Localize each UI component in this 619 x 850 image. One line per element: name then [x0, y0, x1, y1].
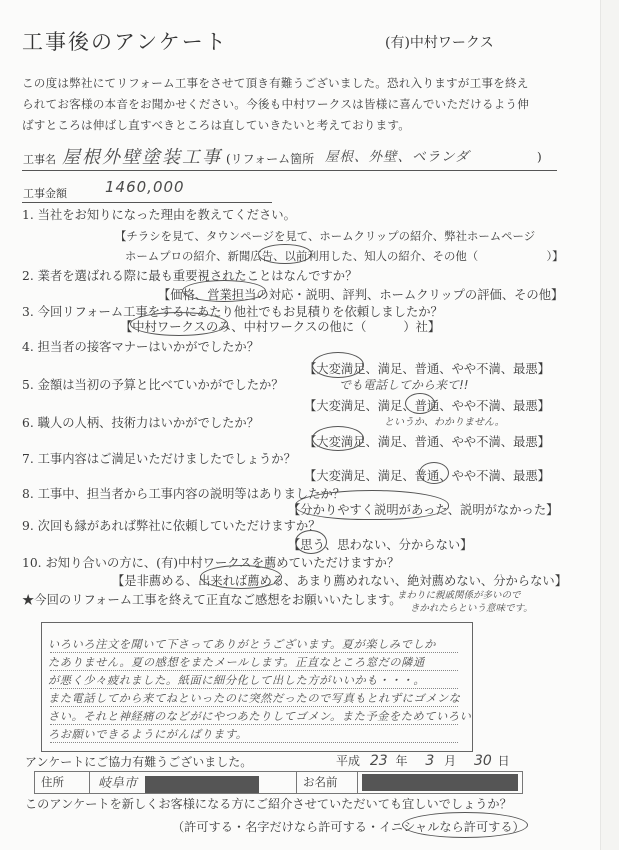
company-name: (有)中村ワークス [385, 35, 494, 51]
question-10-number: 10. [22, 556, 42, 570]
date-year-unit: 年 [395, 754, 408, 768]
project-name-label: 工事名 [23, 153, 56, 166]
reform-location-label: (リフォーム箇所 [226, 152, 315, 166]
intro-line-1: この度は弊社にてリフォーム工事をさせて頂き有難うございました。恐れ入りますが工事を終え [22, 76, 529, 90]
date-year[interactable]: 23 [369, 753, 388, 769]
question-5-number: 5. [22, 378, 34, 392]
address-label: 住所 [35, 772, 90, 794]
address-value: 岐阜市 [98, 776, 138, 791]
feedback-side-note-line-2: きかれたらという意味です。 [410, 603, 533, 614]
amount-underline [22, 202, 272, 203]
question-4-options[interactable]: 【大変満足、満足、普通、やや不満、最悪】 [304, 362, 550, 376]
feedback-line-3: が悪く少々疲れました。紙面に細分化して出した方がいいかも・・・。 [48, 674, 426, 687]
comment-ruled-line [50, 742, 458, 743]
question-9 [22, 516, 321, 534]
question-6-options[interactable]: 【大変満足、満足、普通、やや不満、最悪】 [304, 435, 550, 449]
question-9-number: 9. [22, 519, 34, 533]
date-day-unit: 日 [497, 754, 510, 768]
question-10-options[interactable]: 【是非薦める、出来れば薦める、あまり薦めれない、絶対薦めない、分からない】 [112, 574, 567, 588]
date-month[interactable]: 3 [425, 753, 435, 769]
question-3-options[interactable]: 【中村ワークスのみ、中村ワークスの他に（ ）社】 [120, 320, 441, 334]
question-6-text: 職人の人柄、技術力はいかがでしたか？ [37, 416, 260, 430]
question-8-number: 8. [22, 487, 34, 501]
name-cell[interactable] [358, 772, 523, 794]
question-2-text: 業者を選ばれる際に最も重要視されたことはなんですか？ [37, 269, 358, 283]
question-9-options[interactable]: 【思う、思わない、分からない】 [288, 538, 473, 552]
name-redaction [362, 774, 518, 791]
address-redaction [145, 776, 259, 793]
question-5-handwritten-note: というか、わかりません。 [384, 417, 505, 428]
question-1-options-line-1[interactable]: 【チラシを見て、タウンページを見て、ホームクリップの紹介、弊社ホームページ [115, 229, 536, 243]
question-1-number: 1. [22, 208, 34, 222]
question-1 [22, 205, 296, 223]
date-day[interactable]: 30 [473, 753, 492, 769]
question-2-number: 2. [22, 269, 34, 283]
question-3-number: 3. [22, 305, 34, 319]
question-7 [22, 449, 296, 467]
project-name-value[interactable]: 屋根外壁塗装工事 [62, 147, 222, 168]
question-4-number: 4. [22, 340, 34, 354]
question-7-number: 7. [22, 452, 34, 466]
question-4-text: 担当者の接客マナーはいかがでしたか？ [37, 340, 260, 354]
question-10-text: お知り合いの方に、(有)中村ワークスを薦めていただけますか？ [45, 556, 400, 570]
customer-info-table [34, 771, 523, 794]
comment-ruled-line [50, 724, 458, 725]
feedback-line-6: ろお願いできるようにがんばります。 [48, 728, 248, 741]
feedback-line-1: いろいろ注文を聞いて下さってありがとうございます。夏が楽しみでしか [48, 638, 437, 651]
question-7-text: 工事内容はご満足いただけましたでしょうか？ [37, 452, 296, 466]
feedback-line-2: たありません。夏の感想をまたメールします。正直なところ窓だの隣通 [48, 656, 425, 669]
question-8-text: 工事中、担当者から工事内容の説明等はありましたか？ [37, 487, 346, 501]
feedback-line-4: また電話してから来てねといったのに突然だったので写真もとれずにゴメンな [48, 692, 461, 705]
comment-ruled-line [50, 670, 458, 671]
comment-ruled-line [50, 688, 458, 689]
address-cell[interactable] [90, 772, 297, 794]
feedback-prompt: ★今回のリフォーム工事を終えて正直なご感想をお願いいたします。 [22, 593, 402, 607]
thanks-message: アンケートにご協力有難うございました。 [25, 755, 253, 769]
reform-location-value[interactable]: 屋根、外壁、ベランダ [325, 149, 470, 165]
question-1-options-line-2[interactable]: ホームプロの紹介、新聞広告、以前利用した、知人の紹介、その他（ ）】 [125, 249, 564, 263]
question-5-text: 金額は当初の予算と比べていかがでしたか？ [37, 378, 284, 392]
question-5-options[interactable]: 【大変満足、満足、普通、やや不満、最悪】 [304, 399, 550, 413]
question-4-handwritten-note: でも電話してから来て!! [339, 378, 469, 392]
question-7-options[interactable]: 【大変満足、満足、普通、やや不満、最悪】 [304, 469, 550, 483]
comment-ruled-line [50, 652, 458, 653]
amount-value[interactable]: 1460,000 [105, 178, 185, 196]
question-2-options[interactable]: 【価格、営業担当の対応・説明、評判、ホームクリップの評価、その他】 [158, 288, 564, 302]
survey-title: 工事後のアンケート [22, 30, 228, 54]
comment-ruled-line [50, 706, 458, 707]
question-2 [22, 266, 357, 284]
date-month-unit: 月 [444, 754, 457, 768]
name-label: お名前 [297, 772, 358, 794]
feedback-line-5: さい。それと神経痛のなどがにやつあたりしてゴメン。また予金をためていろい [48, 710, 472, 723]
intro-line-3: ばすところは伸ばし直すべきところは直していきたいと考えております。 [22, 118, 411, 132]
question-4 [22, 337, 259, 355]
intro-line-2: られてお客様の本音をお聞かせください。今後も中村ワークスは皆様に喜んでいただけるよう伸 [22, 97, 530, 111]
amount-label: 工事金額 [23, 187, 67, 200]
referral-options[interactable]: （許可する・名字だけなら許可する・イニシャルなら許可する） [172, 820, 525, 834]
question-6 [22, 413, 259, 431]
question-5 [22, 375, 284, 393]
question-1-text: 当社をお知りになった理由を教えてください。 [37, 208, 296, 222]
date-era: 平成 [336, 754, 361, 768]
feedback-side-note-line-1: まわりに親戚関係が多いので [397, 590, 521, 601]
date-field [336, 752, 510, 769]
referral-question: このアンケートを新しくお客様になる方にご紹介させていただいても宜しいでしょうか？ [25, 797, 512, 811]
question-6-number: 6. [22, 416, 34, 430]
reform-location-close: ) [537, 150, 542, 164]
question-10 [22, 553, 399, 571]
question-8-options[interactable]: 【分かりやすく説明があった、説明がなかった】 [288, 503, 559, 517]
question-9-text: 次回も縁があれば弊社に依頼していただけますか？ [37, 519, 321, 533]
question-3-text: 今回リフォーム工事をするにあたり他社でもお見積りを依頼しましたか？ [37, 305, 443, 319]
project-name-underline [22, 170, 557, 171]
